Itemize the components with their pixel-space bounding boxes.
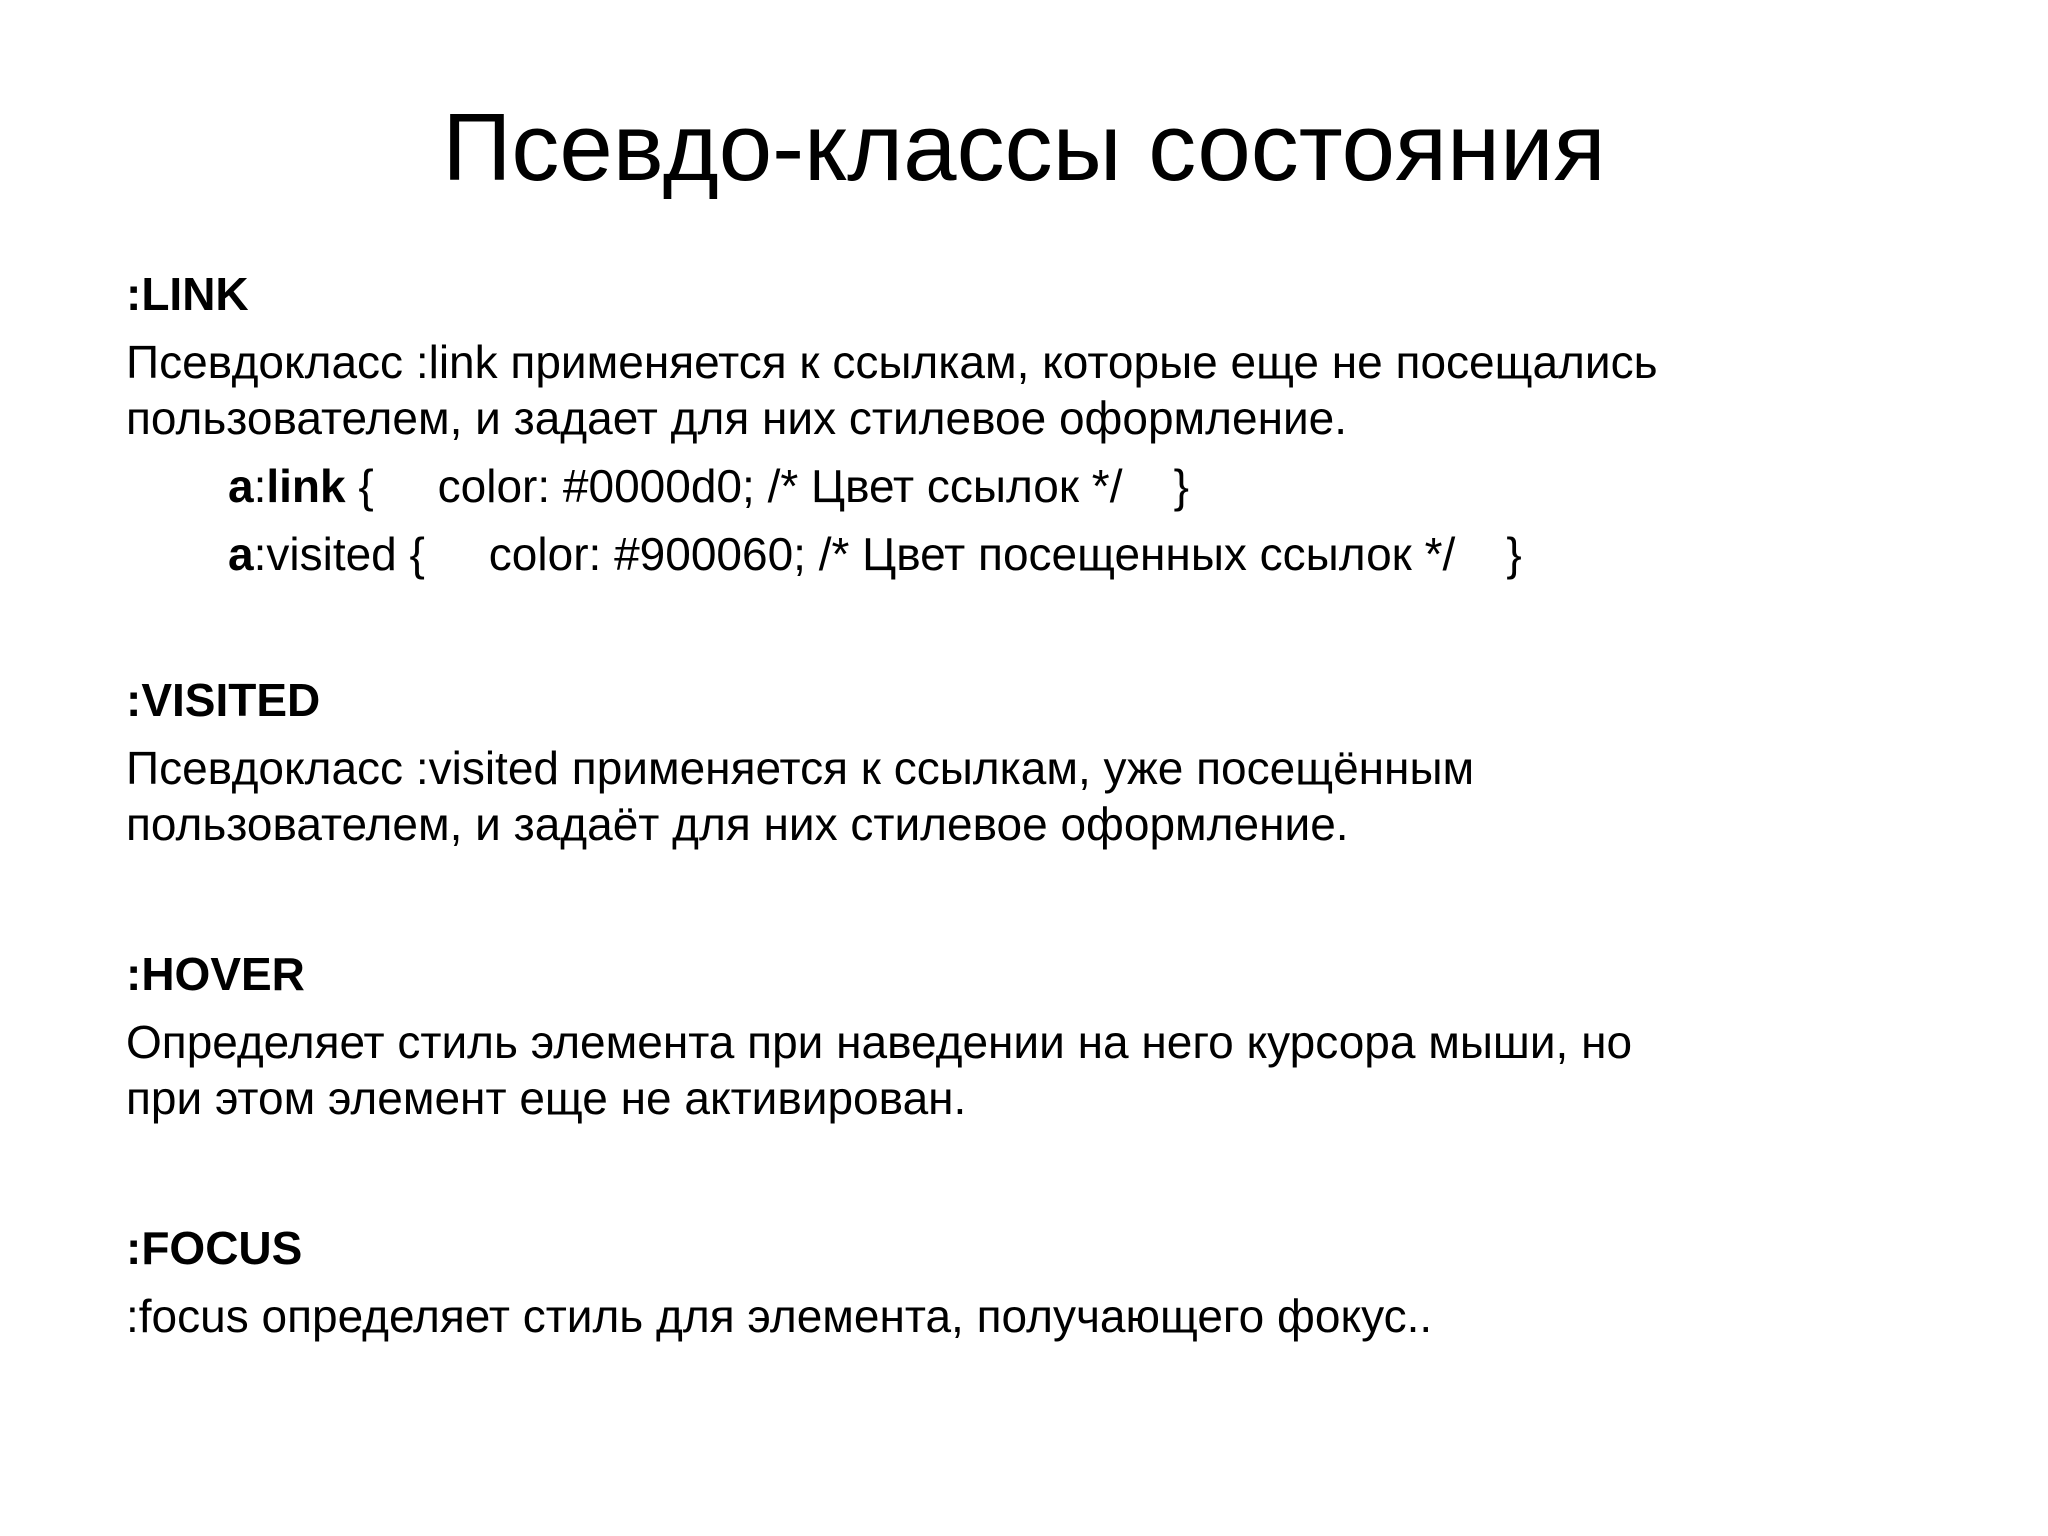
code-selector: a — [228, 460, 254, 512]
section-heading: :HOVER — [126, 948, 305, 1000]
section-text-line: пользователем, и задает для них стилевое оформление. — [126, 392, 1348, 444]
code-pseudo: link — [266, 460, 346, 512]
section-hover — [126, 942, 1926, 1126]
section-heading: :FOCUS — [126, 1222, 303, 1274]
code-colon: : — [253, 528, 267, 580]
code-pseudo: visited — [266, 528, 397, 580]
slide-title: Псевдо-классы состояния — [442, 94, 1606, 201]
section-text-line: при этом элемент еще не активирован. — [126, 1072, 967, 1124]
code-line-link — [228, 452, 1926, 520]
section-text-line: Псевдокласс :link применяется к ссылкам, которые еще не посещались — [126, 336, 1658, 388]
code-example — [126, 452, 1926, 588]
section-text-line: :focus определяет стиль для элемента, получающего фокус.. — [126, 1290, 1433, 1342]
section-heading: :LINK — [126, 268, 249, 320]
code-colon: : — [253, 460, 267, 512]
section-visited — [126, 668, 1926, 852]
section-focus — [126, 1216, 1926, 1344]
code-rule: { color: #900060; /* Цвет посещенных ссылок */ } — [396, 528, 1522, 580]
section-text-line: Псевдокласс :visited применяется к ссылкам, уже посещённым — [126, 742, 1475, 794]
slide-content — [126, 262, 1926, 1344]
code-line-visited — [228, 520, 1926, 588]
code-selector: a — [228, 528, 254, 580]
section-text-line: пользователем, и задаёт для них стилевое оформление. — [126, 798, 1349, 850]
section-text-line: Определяет стиль элемента при наведении на него курсора мыши, но — [126, 1016, 1633, 1068]
section-link — [126, 262, 1926, 588]
section-heading: :VISITED — [126, 674, 321, 726]
code-rule: { color: #0000d0; /* Цвет ссылок */ } — [345, 460, 1189, 512]
